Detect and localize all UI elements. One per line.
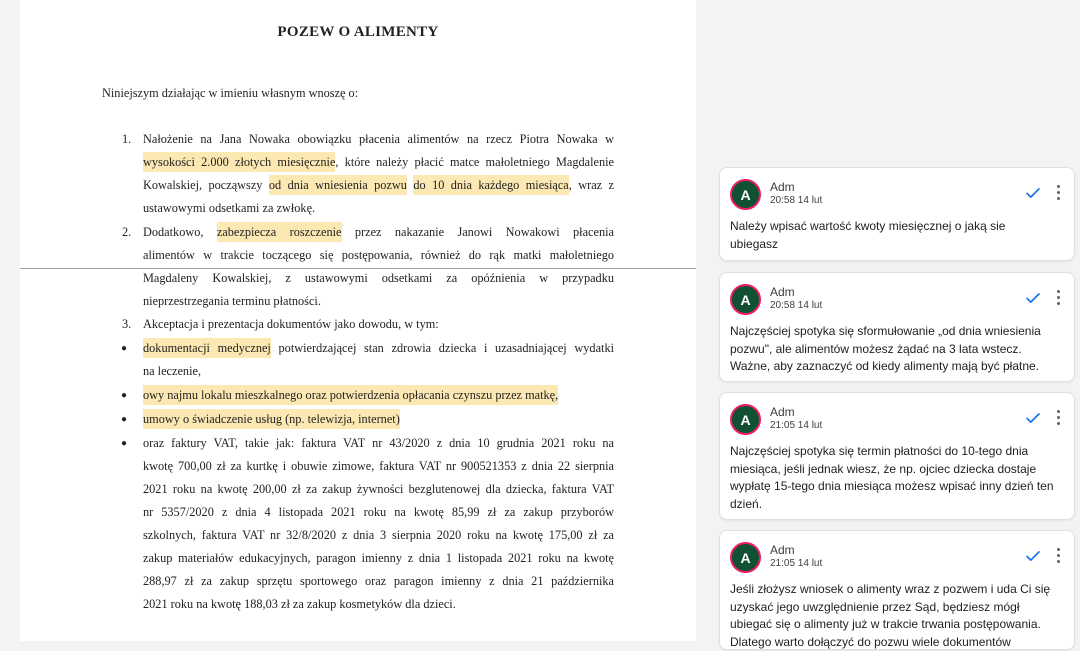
more-options-icon[interactable] bbox=[1057, 185, 1061, 201]
document-line bbox=[143, 528, 614, 543]
text-run: zakup materiałów edukacyjnych, paragon imienny z dnia 1 listopada 2021 roku na kwotę bbox=[143, 551, 614, 565]
text-run: kwotę 700,00 zł za kurtkę i obuwie zimowe, faktura VAT nr 900521353 z dnia 22 sierpnia bbox=[143, 459, 614, 473]
comment-text: Najczęściej spotyka się termin płatności do 10-tego dnia miesiąca, jeśli jednak wiesz, że np. ojciec dziecka dostaje wypłatę 15-tego dnia miesiąca możesz wpisać inny dzień ten dzień. bbox=[730, 444, 1054, 511]
document-line bbox=[143, 574, 614, 589]
text-run: alimentów w trakcie toczącego się postępowania, również do rąk matki małoletniego bbox=[143, 248, 614, 262]
document-line bbox=[143, 364, 614, 379]
text-run: szkolnych, faktura VAT nr 32/8/2020 z dnia 3 sierpnia 2020 roku na kwotę 175,00 zł za bbox=[143, 528, 614, 542]
text-run: ustawowymi odsetkami za zwłokę. bbox=[143, 201, 316, 215]
text-run: przez nakazanie Janowi Nowakowi płacenia bbox=[341, 225, 614, 239]
document-line bbox=[143, 132, 614, 147]
text-run: potwierdzającej stan zdrowia dziecka i uzasadniającej wydatki bbox=[270, 341, 615, 355]
bullet-icon: ● bbox=[121, 438, 128, 449]
highlighted-text[interactable]: dokumentacji medycznej bbox=[143, 338, 271, 358]
document-line bbox=[143, 178, 614, 193]
document-line bbox=[143, 459, 614, 474]
document-line bbox=[143, 248, 614, 263]
document-line bbox=[143, 436, 614, 451]
highlighted-text[interactable]: umowy o świadczenie usług (np. telewizja, internet) bbox=[143, 409, 400, 429]
text-run: na leczenie, bbox=[143, 364, 202, 378]
list-item-number: 1. bbox=[122, 132, 132, 146]
document-line bbox=[143, 201, 614, 216]
resolve-check-icon[interactable] bbox=[1024, 184, 1042, 202]
page-break-divider bbox=[20, 268, 696, 269]
comment-author: Adm bbox=[770, 543, 795, 557]
text-run: 2021 roku na kwotę 200,00 zł za zakup żywności bezglutenowej dla dziecka, faktura VAT bbox=[143, 482, 614, 496]
avatar: A bbox=[730, 404, 761, 435]
document-line bbox=[143, 551, 614, 566]
bullet-icon: ● bbox=[121, 390, 128, 401]
document-line bbox=[143, 317, 614, 332]
document-line bbox=[143, 482, 614, 497]
text-run: Kowalskiej, począwszy bbox=[143, 178, 269, 192]
text-run: , które należy płacić matce małoletniego Magdalenie bbox=[335, 155, 614, 169]
document-line bbox=[143, 597, 614, 612]
document-line bbox=[143, 412, 614, 427]
highlighted-text[interactable]: od dnia wniesienia pozwu bbox=[269, 175, 407, 195]
comment-card[interactable] bbox=[719, 272, 1075, 382]
text-run: 2021 roku na kwotę 188,03 zł za zakup kosmetyków dla dzieci. bbox=[143, 597, 456, 611]
avatar: A bbox=[730, 284, 761, 315]
text-run: Dodatkowo, bbox=[143, 225, 217, 239]
document-line bbox=[143, 294, 614, 309]
text-run: , wraz z bbox=[568, 178, 615, 192]
resolve-check-icon[interactable] bbox=[1024, 547, 1042, 565]
highlighted-text[interactable]: wysokości 2.000 złotych miesięcznie bbox=[143, 152, 335, 172]
text-run: Akceptacja i prezentacja dokumentów jako dowodu, w tym: bbox=[143, 317, 439, 331]
highlighted-text[interactable]: do 10 dnia każdego miesiąca bbox=[413, 175, 568, 195]
text-run: nieprzestrzegania terminu płatności. bbox=[143, 294, 321, 308]
comment-text: Najczęściej spotyka się sformułowanie „od dnia wniesienia pozwu", ale alimentów możesz żądać na 3 lata wstecz. Ważne, aby zaznaczyć od kiedy alimenty mają być płatne. bbox=[730, 324, 1041, 373]
text-run: Magdaleny Kowalskiej, z ustawowymi odsetkami za opóźnienia w przypadku bbox=[143, 271, 614, 285]
comment-text: Jeśli złożysz wniosek o alimenty wraz z pozwem i uda Ci się uzyskać jego uwzględnienie przez Sąd, będziesz mógł ubiegać się o alimenty już w trakcie trwania postępowania. Dlatego warto dołączyć do pozwu wiele dokumentów bbox=[730, 582, 1051, 649]
more-options-icon[interactable] bbox=[1057, 548, 1061, 564]
avatar: A bbox=[730, 542, 761, 573]
resolve-check-icon[interactable] bbox=[1024, 289, 1042, 307]
text-run: nr 5357/2020 z dnia 4 listopada 2021 roku na kwotę 85,99 zł za zakup przyborów bbox=[143, 505, 614, 519]
avatar: A bbox=[730, 179, 761, 210]
document-line bbox=[143, 505, 614, 520]
text-run: 288,97 zł za zakup sprzętu sportowego oraz paragon imienny z dnia 21 października bbox=[143, 574, 614, 588]
document-line bbox=[143, 155, 614, 170]
bullet-icon: ● bbox=[121, 414, 128, 425]
comment-text: Należy wpisać wartość kwoty miesięcznej o jaką sie ubiegasz bbox=[730, 219, 1006, 251]
resolve-check-icon[interactable] bbox=[1024, 409, 1042, 427]
list-item-number: 2. bbox=[122, 225, 132, 239]
comment-author: Adm bbox=[770, 180, 795, 194]
comment-timestamp: 21:05 14 lut bbox=[770, 558, 823, 569]
comment-timestamp: 20:58 14 lut bbox=[770, 195, 823, 206]
comment-author: Adm bbox=[770, 285, 795, 299]
comment-timestamp: 20:58 14 lut bbox=[770, 300, 823, 311]
document-title: POZEW O ALIMENTY bbox=[277, 24, 439, 40]
text-run: oraz faktury VAT, takie jak: faktura VAT nr 43/2020 z dnia 10 grudnia 2021 roku na bbox=[143, 436, 614, 450]
more-options-icon[interactable] bbox=[1057, 290, 1061, 306]
document-line bbox=[143, 388, 614, 403]
comment-card[interactable] bbox=[719, 167, 1075, 261]
document-line bbox=[143, 225, 614, 240]
comment-timestamp: 21:05 14 lut bbox=[770, 420, 823, 431]
highlighted-text[interactable]: owy najmu lokalu mieszkalnego oraz potwierdzenia opłacania czynszu przez matkę, bbox=[143, 385, 558, 405]
text-run: Nałożenie na Jana Nowaka obowiązku płacenia alimentów na rzecz Piotra Nowaka w bbox=[143, 132, 614, 146]
document-line bbox=[143, 271, 614, 286]
list-item-number: 3. bbox=[122, 317, 132, 331]
more-options-icon[interactable] bbox=[1057, 410, 1061, 426]
document-line bbox=[143, 341, 614, 356]
document-intro: Niniejszym działając w imieniu własnym wnoszę o: bbox=[102, 86, 359, 100]
bullet-icon: ● bbox=[121, 343, 128, 354]
highlighted-text[interactable]: zabezpiecza roszczenie bbox=[217, 222, 342, 242]
comment-card[interactable] bbox=[719, 530, 1075, 650]
comment-card[interactable] bbox=[719, 392, 1075, 520]
comment-author: Adm bbox=[770, 405, 795, 419]
